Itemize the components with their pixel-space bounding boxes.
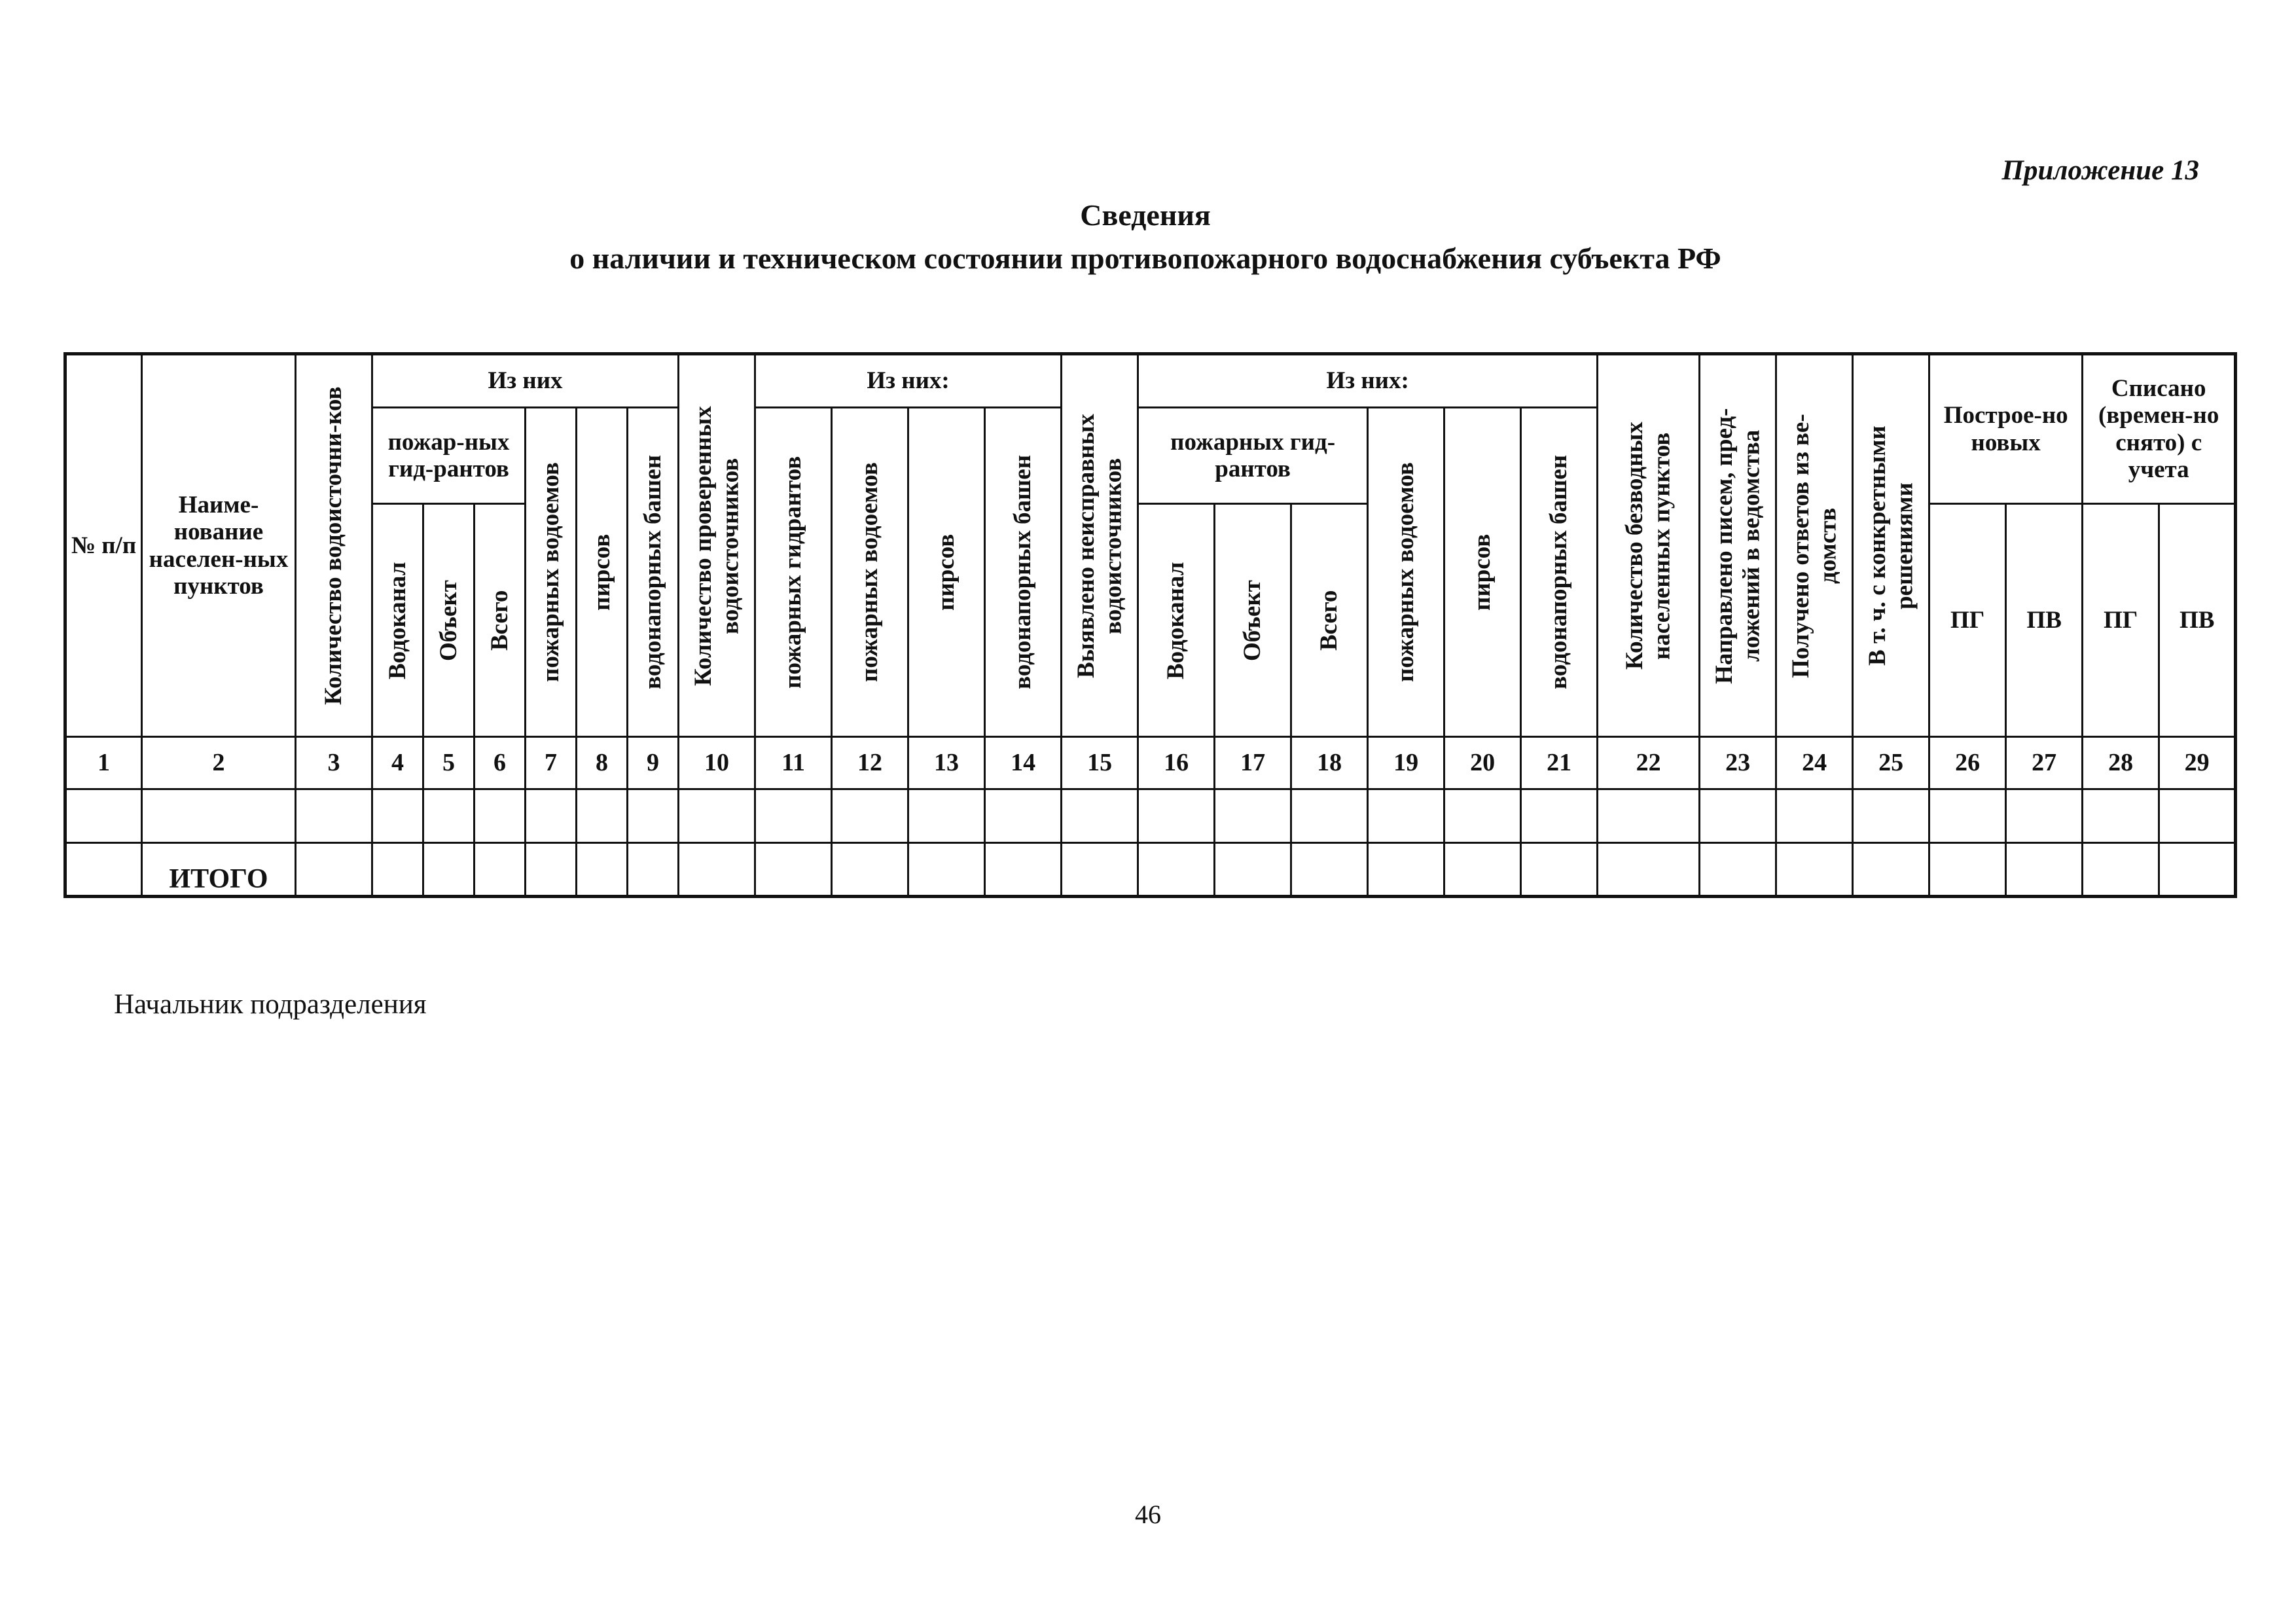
column-number: 2: [142, 737, 296, 789]
total-cell: [908, 843, 985, 897]
total-cell: [1368, 843, 1444, 897]
total-cell: [628, 843, 679, 897]
header-hydrants-a: пожар-ных гид-рантов: [372, 408, 526, 504]
data-cell: [423, 789, 475, 843]
data-cell: [142, 789, 296, 843]
column-number: 19: [1368, 737, 1444, 789]
data-cell: [1853, 789, 1929, 843]
data-cell: [679, 789, 755, 843]
total-cell: [1521, 843, 1598, 897]
data-cell: [372, 789, 423, 843]
data-cell: [832, 789, 908, 843]
data-cell: [908, 789, 985, 843]
header-reservoirs-a: пожарных водоемов: [526, 408, 577, 737]
data-cell: [1776, 789, 1853, 843]
total-cell: [1138, 843, 1215, 897]
data-cell: [526, 789, 577, 843]
header-vodokanal-a: Водоканал: [372, 504, 423, 737]
header-written-off: Списано (времен-но снято) с учета: [2083, 354, 2236, 504]
data-cell: [2083, 789, 2159, 843]
data-cell: [65, 789, 142, 843]
header-hydrants-c: пожарных гид-рантов: [1138, 408, 1368, 504]
column-number: 24: [1776, 737, 1853, 789]
header-pv-built: ПВ: [2006, 504, 2083, 737]
document-subtitle: о наличии и техническом состоянии противопожарного водоснабжения субъекта РФ: [569, 242, 1721, 275]
column-number: 14: [985, 737, 1062, 789]
column-number: 6: [475, 737, 526, 789]
total-cell: [296, 843, 372, 897]
total-cell: [423, 843, 475, 897]
column-number: 4: [372, 737, 423, 789]
column-number: 3: [296, 737, 372, 789]
data-cell: [296, 789, 372, 843]
header-reservoirs-c: пожарных водоемов: [1368, 408, 1444, 737]
data-cell: [1521, 789, 1598, 843]
data-cell: [755, 789, 832, 843]
header-total-c: Всего: [1291, 504, 1368, 737]
water-supply-table: [63, 352, 2237, 898]
column-number: 23: [1700, 737, 1776, 789]
page-number: 46: [1135, 1500, 1161, 1529]
data-row: [65, 789, 2236, 843]
header-of-them-a: Из них: [372, 354, 679, 408]
header-waterless-settlements: Количество безводных населенных пунктов: [1598, 354, 1700, 737]
total-cell: [755, 843, 832, 897]
data-cell: [1062, 789, 1138, 843]
total-cell: [526, 843, 577, 897]
header-hydrants-b: пожарных гидрантов: [755, 408, 832, 737]
header-faulty-sources: Выявлено неисправных водоисточников: [1062, 354, 1138, 737]
column-number: 15: [1062, 737, 1138, 789]
total-cell: [1062, 843, 1138, 897]
data-cell: [1215, 789, 1291, 843]
total-row: [65, 843, 2236, 897]
header-of-them-b: Из них:: [755, 354, 1062, 408]
total-cell: [2083, 843, 2159, 897]
header-towers-c: водонапорных башен: [1521, 408, 1598, 737]
total-cell: [2006, 843, 2083, 897]
column-number: 27: [2006, 737, 2083, 789]
header-checked-sources: Количество проверенных водоисточников: [679, 354, 755, 737]
header-pg-off: ПГ: [2083, 504, 2159, 737]
data-cell: [1138, 789, 1215, 843]
data-cell: [577, 789, 628, 843]
data-cell: [985, 789, 1062, 843]
total-cell: [1929, 843, 2006, 897]
data-cell: [1598, 789, 1700, 843]
column-number: 7: [526, 737, 577, 789]
column-number: 17: [1215, 737, 1291, 789]
total-cell: [1291, 843, 1368, 897]
data-cell: [628, 789, 679, 843]
data-cell: [1291, 789, 1368, 843]
header-concrete-decisions: В т. ч. с конкретными решениями: [1853, 354, 1929, 737]
header-pg-built: ПГ: [1929, 504, 2006, 737]
header-piers-c: пирсов: [1444, 408, 1521, 737]
column-number: 1: [65, 737, 142, 789]
header-of-them-c: Из них:: [1138, 354, 1598, 408]
column-number: 8: [577, 737, 628, 789]
header-answers-received: Получено ответов из ве-домств: [1776, 354, 1853, 737]
document-title: Сведения: [1080, 198, 1211, 232]
column-number: 29: [2159, 737, 2236, 789]
column-number: 26: [1929, 737, 2006, 789]
column-number: 12: [832, 737, 908, 789]
header-built-new: Построе-но новых: [1929, 354, 2083, 504]
total-cell: [1598, 843, 1700, 897]
total-label: ИТОГО: [142, 843, 296, 897]
header-settlement-name: Наиме-нование населен-ных пунктов: [142, 354, 296, 737]
total-cell: [1444, 843, 1521, 897]
header-piers-a: пирсов: [577, 408, 628, 737]
total-cell: [1215, 843, 1291, 897]
header-object-c: Объект: [1215, 504, 1291, 737]
total-cell: [577, 843, 628, 897]
data-cell: [1444, 789, 1521, 843]
total-cell: [1700, 843, 1776, 897]
total-cell: [679, 843, 755, 897]
total-cell: [1853, 843, 1929, 897]
column-number: 20: [1444, 737, 1521, 789]
appendix-label: Приложение 13: [2001, 155, 2199, 186]
data-cell: [1368, 789, 1444, 843]
header-vodokanal-c: Водоканал: [1138, 504, 1215, 737]
column-number: 11: [755, 737, 832, 789]
column-number: 28: [2083, 737, 2159, 789]
total-cell: [2159, 843, 2236, 897]
total-cell: [1776, 843, 1853, 897]
header-total-a: Всего: [475, 504, 526, 737]
header-reservoirs-b: пожарных водоемов: [832, 408, 908, 737]
header-pv-off: ПВ: [2159, 504, 2236, 737]
header-num: № п/п: [65, 354, 142, 737]
header-towers-b: водонапорных башен: [985, 408, 1062, 737]
total-cell: [372, 843, 423, 897]
data-cell: [2159, 789, 2236, 843]
column-number: 9: [628, 737, 679, 789]
column-number: 21: [1521, 737, 1598, 789]
column-number: 13: [908, 737, 985, 789]
header-towers-a: водонапорных башен: [628, 408, 679, 737]
total-cell: [832, 843, 908, 897]
column-number: 16: [1138, 737, 1215, 789]
column-number: 10: [679, 737, 755, 789]
header-letters-sent: Направлено писем, пред-ложений в ведомства: [1700, 354, 1776, 737]
data-cell: [1929, 789, 2006, 843]
data-cell: [2006, 789, 2083, 843]
column-number: 22: [1598, 737, 1700, 789]
data-cell: [1700, 789, 1776, 843]
column-number: 18: [1291, 737, 1368, 789]
total-cell: [985, 843, 1062, 897]
column-number: 5: [423, 737, 475, 789]
header-piers-b: пирсов: [908, 408, 985, 737]
signature-label: Начальник подразделения: [114, 989, 427, 1020]
total-cell: [65, 843, 142, 897]
data-cell: [475, 789, 526, 843]
header-water-sources-count: Количество водоисточни-ков: [296, 354, 372, 737]
header-object-a: Объект: [423, 504, 475, 737]
total-cell: [475, 843, 526, 897]
column-number-row: [65, 737, 2236, 789]
column-number: 25: [1853, 737, 1929, 789]
